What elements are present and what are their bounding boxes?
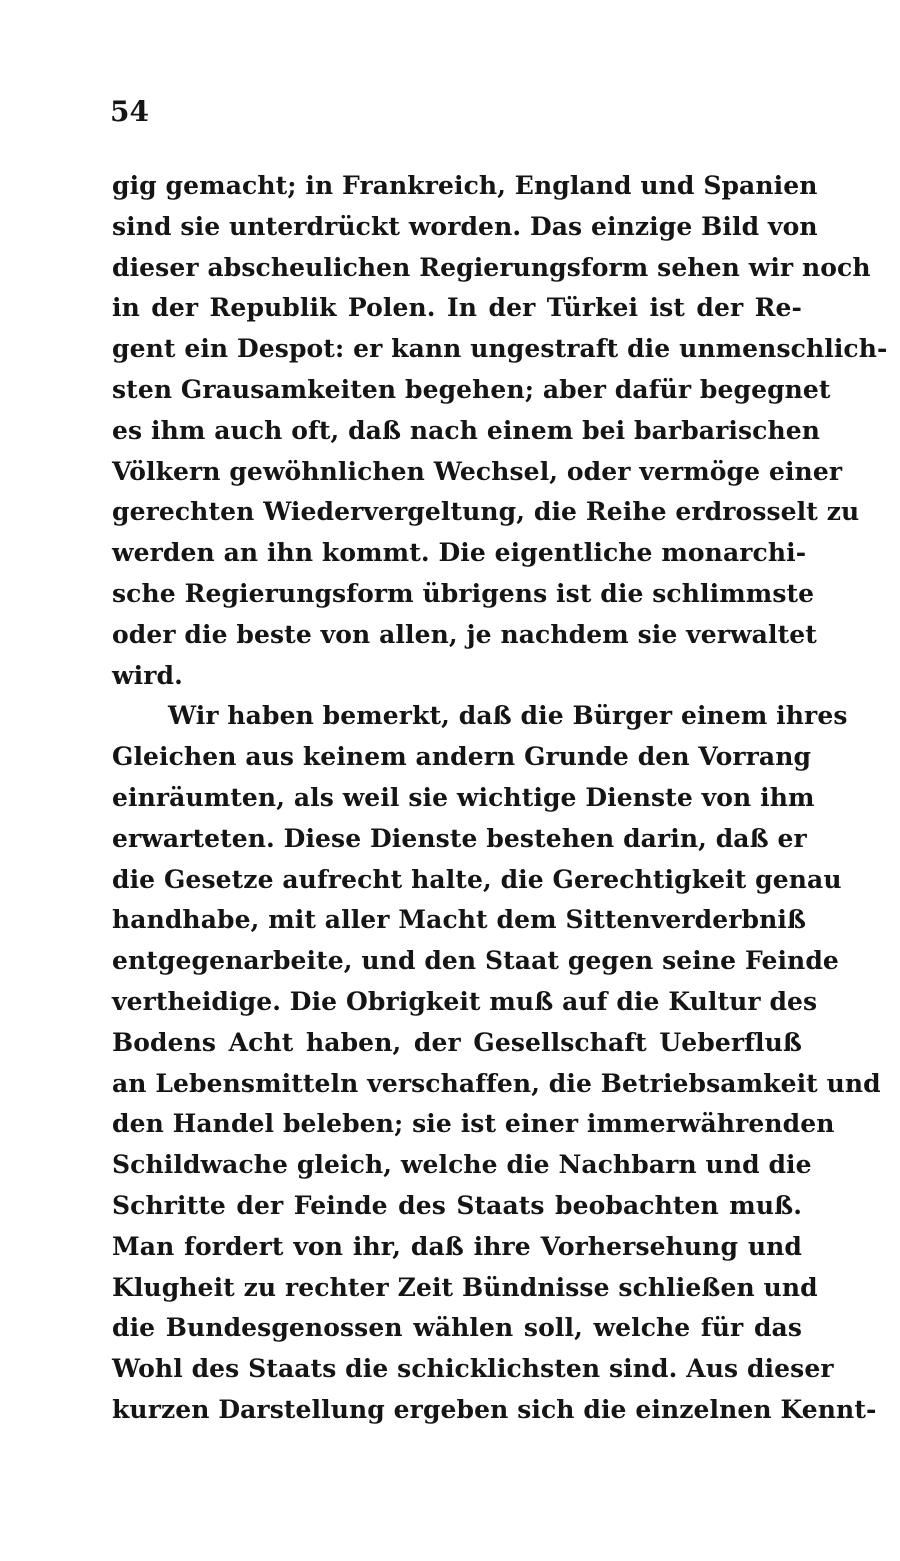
text-line: sten Grausamkeiten begehen; aber dafür begegnet xyxy=(112,374,831,404)
text-line: erwarteten. Diese Dienste bestehen darin, daß er xyxy=(112,823,807,853)
text-line: oder die beste von allen, je nachdem sie verwaltet xyxy=(112,619,817,649)
text-line: an Lebensmitteln verschaffen, die Betriebsamkeit und xyxy=(112,1068,881,1098)
text-line: sind sie unterdrückt worden. Das einzige Bild von xyxy=(112,211,818,241)
text-line: vertheidige. Die Obrigkeit muß auf die Kultur des xyxy=(112,986,818,1016)
text-line: Man fordert von ihr, daß ihre Vorhersehung und xyxy=(112,1231,802,1261)
text-line: werden an ihn kommt. Die eigentliche monarchi- xyxy=(112,538,807,568)
text-line: Völkern gewöhnlichen Wechsel, oder vermöge einer xyxy=(112,456,843,486)
text-line: dieser abscheulichen Regierungsform sehen wir noch xyxy=(112,252,871,282)
text-line: handhabe, mit aller Macht dem Sittenverderbniß xyxy=(112,905,807,935)
text-line: die Bundesgenossen wählen soll, welche für das xyxy=(112,1313,802,1343)
text-line: in der Republik Polen. In der Türkei ist der Re- xyxy=(112,293,802,323)
text-line: sche Regierungsform übrigens ist die schlimmste xyxy=(112,578,815,608)
text-line: wird. xyxy=(112,660,183,690)
text-line: gerechten Wiedervergeltung, die Reihe erdrosselt zu xyxy=(112,497,860,527)
paragraph xyxy=(112,166,888,696)
text-line: Schildwache gleich, welche die Nachbarn und die xyxy=(112,1150,812,1180)
text-line: es ihm auch oft, daß nach einem bei barbarischen xyxy=(112,415,821,445)
text-line: Bodens Acht haben, der Gesellschaft Ueberfluß xyxy=(112,1027,802,1057)
text-line: gent ein Despot: er kann ungestraft die unmenschlich- xyxy=(112,334,888,364)
page-number: 54 xyxy=(110,95,149,128)
text-line: kurzen Darstellung ergeben sich die einzelnen Kennt- xyxy=(112,1394,877,1424)
text-line: Klugheit zu rechter Zeit Bündnisse schließen und xyxy=(112,1272,818,1302)
text-line: Gleichen aus keinem andern Grunde den Vorrang xyxy=(112,742,812,772)
text-line: Schritte der Feinde des Staats beobachten muß. xyxy=(112,1190,802,1220)
text-line: den Handel beleben; sie ist einer immerwährenden xyxy=(112,1109,835,1139)
text-line: Wohl des Staats die schicklichsten sind. Aus dieser xyxy=(112,1354,834,1384)
text-line: einräumten, als weil sie wichtige Dienste von ihm xyxy=(112,782,815,812)
text-line: Wir haben bemerkt, daß die Bürger einem ihres xyxy=(168,701,848,731)
paragraph xyxy=(112,696,881,1430)
body-text xyxy=(112,166,888,1431)
text-line: die Gesetze aufrecht halte, die Gerechtigkeit genau xyxy=(112,864,842,894)
text-line: gig gemacht; in Frankreich, England und Spanien xyxy=(112,171,818,200)
text-line: entgegenarbeite, und den Staat gegen seine Feinde xyxy=(112,946,839,976)
